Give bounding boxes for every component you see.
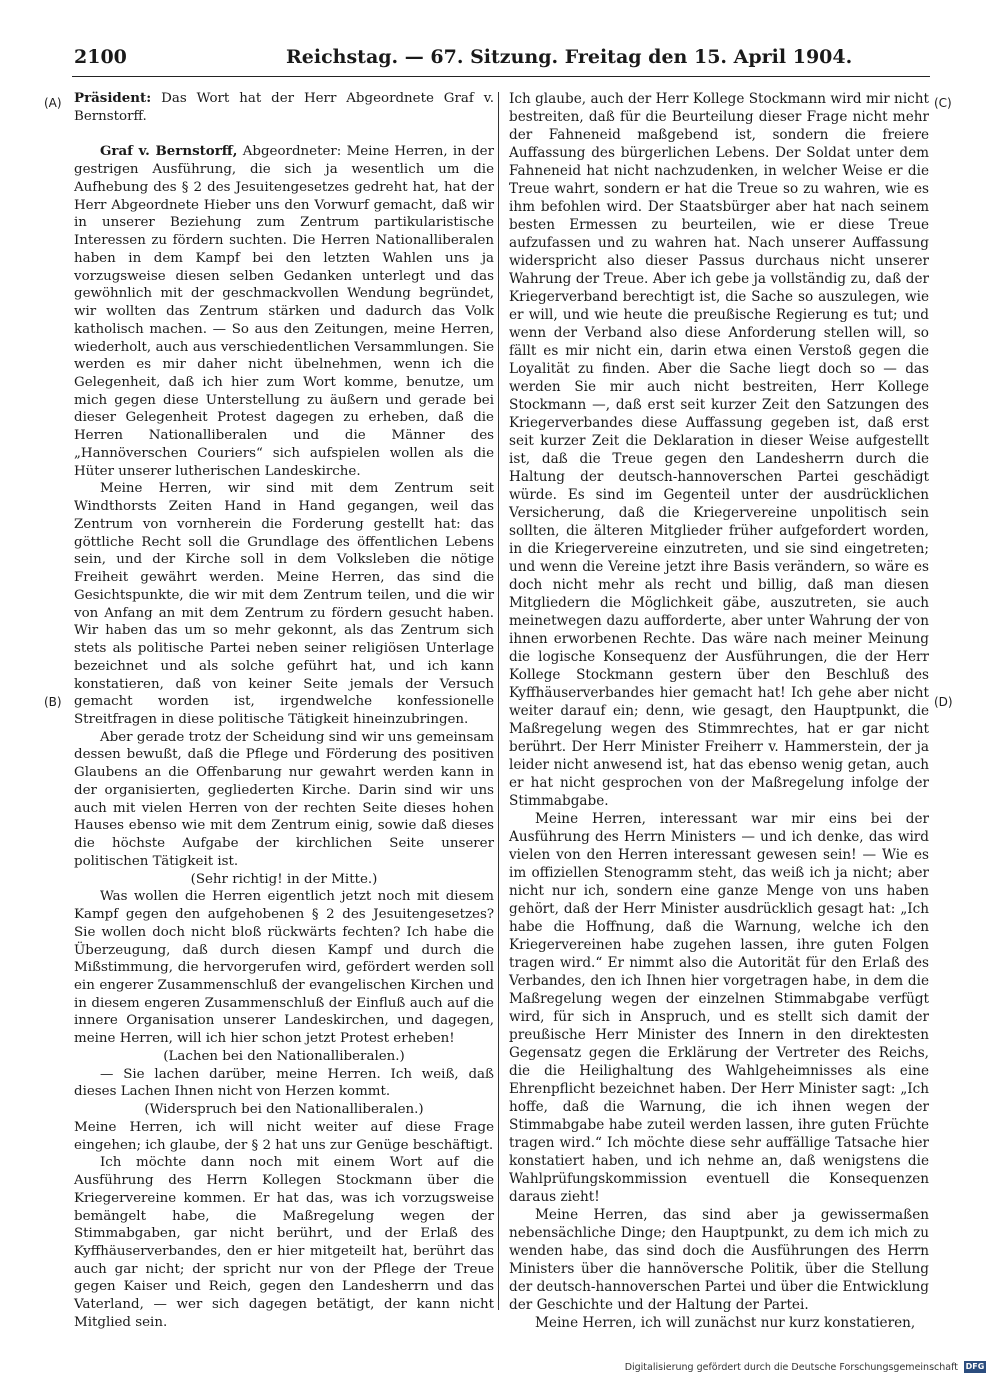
left-column (74, 90, 494, 1332)
page-footer (625, 1361, 986, 1373)
interjection: (Lachen bei den Nationalliberalen.) (163, 1048, 405, 1064)
page-header (60, 44, 932, 74)
speaker-name: Graf v. Bernstorff, (100, 143, 238, 160)
dfg-logo-icon: DFG (965, 1362, 985, 1371)
paragraph: Meine Herren, das sind aber ja gewissermaßen nebensächliche Dinge; den Hauptpunkt, zu dem ich mich zu wenden habe, das sind doch die Ausführungen des Herrn Ministers über die hannöversche Politik, über die Stellung der deutsch-hannoverschen Partei und über die Entwicklung der Geschichte und der Haltung der Partei. (509, 1207, 929, 1313)
paragraph (74, 143, 494, 480)
paragraph: Meine Herren, ich will zunächst nur kurz konstatieren, (535, 1315, 916, 1331)
speaker-name: Präsident: (74, 90, 152, 106)
paragraph (74, 90, 494, 125)
page-number: 2100 (74, 46, 127, 68)
interjection: (Widerspruch bei den Nationalliberalen.) (144, 1102, 424, 1118)
speech-text: Das Wort hat der Herr Abgeordnete Graf v. Bernstorff. (74, 91, 494, 124)
column-divider (498, 92, 499, 1310)
header-rule (72, 76, 930, 77)
paragraph: Was wollen die Herren eigentlich jetzt noch mit diesem Kampf gegen den aufgehobenen § 2 des Jesuitengesetzes? Sie wollen doch nicht bloß rückwärts fechten? Ich habe die Überzeugung, daß durch diesen Kampf und durch die Mißstimmung, die hervorgerufen wird, gefördert werden soll ein engerer Zusammenschluß der evangelischen Kirchen und in diesem engeren Zusammenschluß der Einfluß auch auf die innere Organisation unserer Landeskirchen, und dagegen, meine Herren, will ich hier schon jetzt Protest erheben! (74, 889, 494, 1047)
paragraph: Meine Herren, ich will nicht weiter auf diese Frage eingehen; ich glaube, der § 2 hat uns zur Genüge beschäftigt. (74, 1119, 494, 1153)
paragraph: Aber gerade trotz der Scheidung sind wir uns gemeinsam dessen bewußt, daß die Pflege und Förderung des positiven Glaubens an die Offenbarung nur gewahrt werden kann in der organisierten, gegliederten Kirche. Darin sind wir uns auch mit vielen Herren von der rechten Seite dieses hohen Hauses ebenso wie mit dem Zentrum einig, sowie daß dieses die höchste Aufgabe der kirchlichen Seite unserer politischen Tätigkeit ist. (74, 729, 494, 869)
running-title: Reichstag. — 67. Sitzung. Freitag den 15. April 1904. (286, 46, 853, 68)
margin-marker-b: (B) (44, 695, 62, 709)
paragraph: Ich möchte dann noch mit einem Wort auf die Ausführung des Herrn Kollegen Stockmann über die Kriegervereine kommen. Er hat das, was ich vorzugsweise bemängelt habe, die Maßregelung wegen der Stimmabgaben, gar nicht berührt, und der Erlaß des Kyffhäuserverbandes, den er hier mitgeteilt hat, berührt das auch gar nicht; der spricht nur von der Pflege der Treue gegen Kaiser und Reich, gegen den Landesherrn und das Vaterland, — wer sich dagegen betätigt, der kann nicht Mitglied sein. (74, 1155, 494, 1330)
paragraph: Ich glaube, auch der Herr Kollege Stockmann wird mir nicht bestreiten, daß für die Beurteilung dieser Frage nicht mehr der Fahneneid maßgebend ist, sondern die freiere Auffassung des bürgerlichen Lebens. Der Soldat unter dem Fahneneid hat nicht nachzudenken, in welcher Weise er die Treue wahrt, sondern er hat die Treue so zu wahren, wie es ihm befohlen wird. Der Staatsbürger aber hat nach seinem besten Ermessen zu beurteilen, wie er diese Treue aufzufassen und zu wahren hat. Nach unserer Auffassung widerspricht also dieser Passus durchaus nicht unserer Wahrung der Treue. Aber ich gebe ja vollständig zu, daß der Kriegerverband berechtigt ist, die Sache so auszulegen, wie er will, und wie heute die preußische Regierung es tut; und wenn der Verband also diese Anforderung stellen will, so fällt es mir nicht ein, darin etwa einen Verstoß gegen die Loyalität zu finden. Aber die Sache liegt doch so — das werden Sie mir auch nicht bestreiten, Herr Kollege Stockmann —, daß erst seit kurzer Zeit den Satzungen des Kriegerverbandes diese Auffassung gegeben ist, daß erst seit kurzer Zeit die Deklaration in dieser Weise aufgestellt ist, daß die Treue gegen den Landesherrn durch die Haltung der deutsch-hannoverschen Partei geschädigt würde. Es sind im Gegenteil unter der ausdrücklichen Versicherung, daß die Kriegervereine unpolitisch sein sollten, die älteren Mitglieder früher aufgefordert worden, in die Kriegervereine einzutreten, und sie sind eingetreten; und wenn die Vereine jetzt ihre Basis verändern, so wäre es doch nicht mehr als recht und billig, daß man diesen Mitgliedern die Möglichkeit gäbe, auszutreten, sie auch meinetwegen dazu aufforderte, aber unter Wahrung der von ihnen erworbenen Rechte. Das wäre nach meiner Meinung die logische Konsequenz der Ausführungen, die der Herr Kollege Stockmann gestern über den Beschluß des Kyffhäuserverbandes hier gemacht hat! Ich gehe aber nicht weiter darauf ein; denn, wie gesagt, den Hauptpunkt, die Maßregelung wegen des Stimmrechtes, hat er gar nicht berührt. Der Herr Minister Freiherr v. Hammerstein, der ja leider nicht anwesend ist, hat das ebenso wenig getan, auch er hat nicht gesprochen von der Maßregelung infolge der Stimmabgabe. (509, 91, 929, 809)
interjection: (Sehr richtig! in der Mitte.) (190, 871, 378, 887)
margin-marker-d: (D) (934, 695, 953, 709)
speech-text: Abgeordneter: Meine Herren, in der gestrigen Ausführung, die sich ja wesentlich um die Aufhebung des § 2 des Jesuitengesetzes gedreht hat, hat der Herr Abgeordnete Hieber uns den Vorwurf gemacht, daß wir in unserer Beziehung zum Zentrum partikularistische Interessen zu fördern suchten. Die Herren Nationalliberalen haben in dem Kampf bei den letzten Wahlen uns ja vorzugsweise diesen selben Gedanken unterlegt und das gewöhnlich mit der geschmackvollen Wendung begründet, wir wollten das Zentrum stärken und dadurch das Volk katholisch machen. — So aus den Zeitungen, meine Herren, wiederholt, auch aus verschiedentlichen Versammlungen. Sie werden es mir daher nicht übelnehmen, wenn ich die Gelegenheit, daß ich hier zum Wort komme, benutze, um mich gegen diese Unterstellung zu äußern und gerade bei dieser Gelegenheit Protest dagegen zu erheben, daß die Herren Nationalliberalen und die Männer des „Hannöverschen Couriers“ sich aufspielen wollen als die Hüter unserer lutherischen Landeskirche. (74, 144, 494, 479)
margin-marker-a: (A) (44, 96, 62, 110)
paragraph: — Sie lachen darüber, meine Herren. Ich weiß, daß dieses Lachen Ihnen nicht von Herzen kommt. (74, 1066, 494, 1100)
paragraph: Meine Herren, interessant war mir eins bei der Ausführung des Herrn Ministers — und ich denke, das wird vielen von den Herren interessant gewesen sein! — Wie es im offiziellen Stenogramm steht, das weiß ich ja nicht; aber nicht nur ich, sondern eine ganze Menge von uns haben gehört, daß der Herr Minister ausdrücklich gesagt hat: „Ich habe die Hoffnung, daß die Warnung, welche ich den Kriegervereinen habe zugehen lassen, ihre guten Folgen tragen wird.“ Er nimmt also die Autorität für den Erlaß des Verbandes, den ich Ihnen hier vorgetragen habe, in dem die Maßregelung wegen der einzelnen Stimmabgabe verfügt wird, für sich in Anspruch, und es stellt sich damit der preußische Herr Minister des Innern in den direktesten Gegensatz gegen die Erklärung der Vertreter des Reichs, die die Heilighaltung des Wahlgeheimnisses als eine Ehrenpflicht bezeichnet haben. Der Herr Minister sagt: „Ich hoffe, daß die Warnung, die ich ihnen wegen der Stimmabgabe habe zuteil werden lassen, ihre guten Früchte tragen wird.“ Ich möchte diese sehr auffällige Tatsache hier konstatiert haben, und ich nehme an, daß wenigstens die Wahlprüfungskommission eventuell die Konsequenzen daraus zieht! (509, 811, 929, 1205)
margin-marker-c: (C) (934, 96, 952, 110)
funding-note: Digitalisierung gefördert durch die Deutsche Forschungsgemeinschaft (624, 1361, 958, 1373)
right-column (509, 90, 929, 1332)
paragraph: Meine Herren, wir sind mit dem Zentrum seit Windthorsts Zeiten Hand in Hand gegangen, weil das Zentrum von vornherein die Forderung gestellt hat: das göttliche Recht soll die Grundlage des öffentlichen Lebens sein, und der Kirche soll in dem Volksleben die nötige Freiheit gewährt werden. Meine Herren, das sind die Gesichtspunkte, die wir mit dem Zentrum teilen, und die wir von Anfang an mit dem Zentrum zu fördern gesucht haben. Wir haben das um so mehr gekonnt, als das Zentrum sich stets als politische Partei neben seiner religiösen Unterlage bezeichnet und als solche geführt hat, und ich kann konstatieren, daß von keiner Seite jemals der Versuch gemacht worden ist, irgendwelche konfessionelle Streitfragen in diese politische Tätigkeit hineinzubringen. (74, 481, 494, 727)
